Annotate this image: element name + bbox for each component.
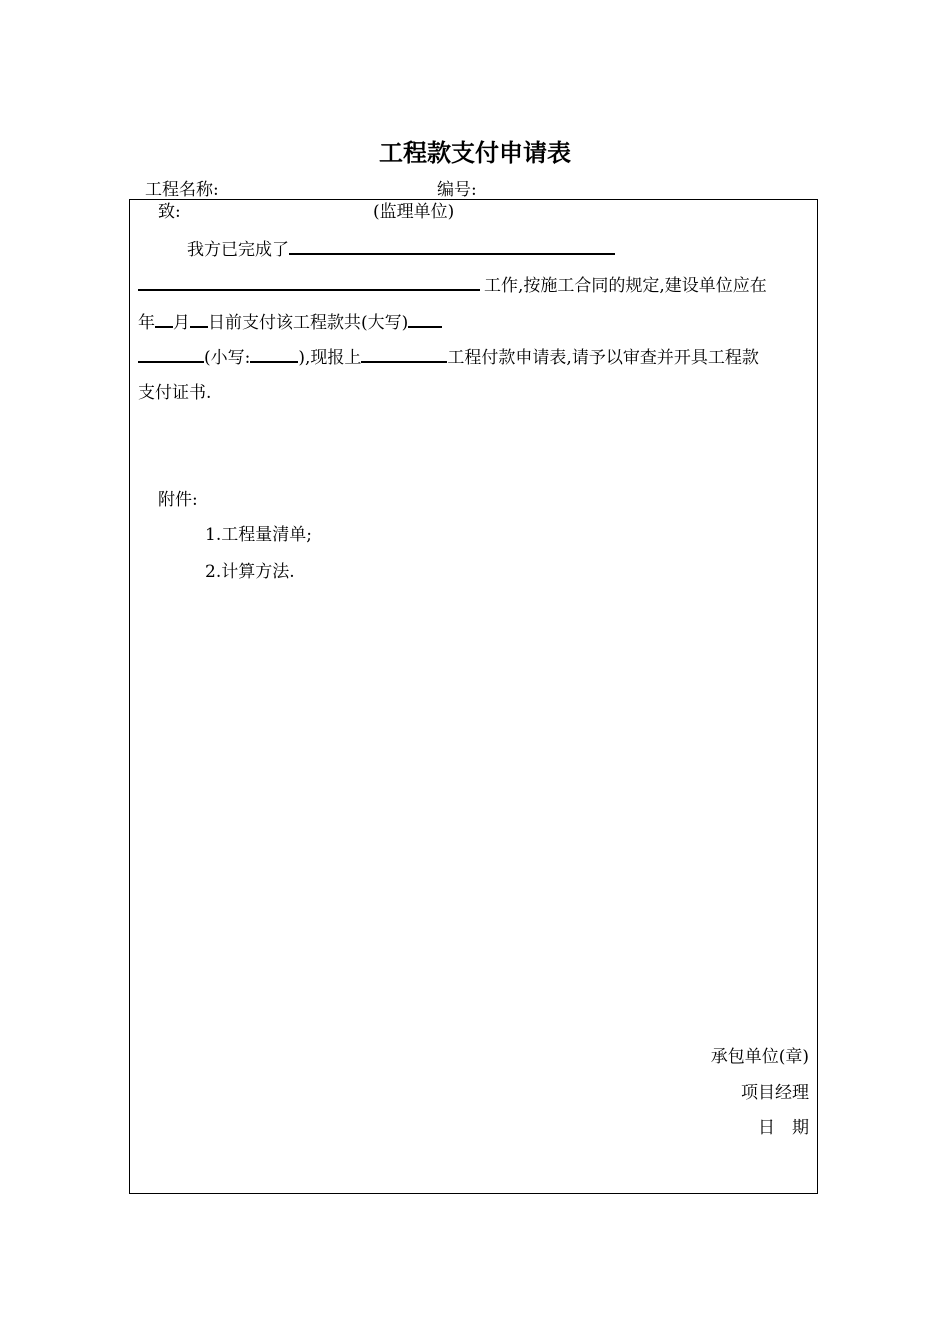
p3-text: 日前支付该工程款共(大写) (208, 313, 409, 333)
day-blank[interactable] (190, 309, 208, 328)
small-open: (小写: (204, 348, 251, 368)
report-blank[interactable] (361, 344, 447, 363)
manager-label: 项目经理 (741, 1083, 809, 1103)
p1-text: 我方已完成了 (187, 240, 289, 260)
paragraph-line-3 (138, 309, 442, 335)
p2-text: 工作,按施工合同的规定,建设单位应在 (484, 276, 767, 296)
paragraph-line-4 (138, 344, 759, 370)
attachment-item: 1.工程量清单; (205, 525, 312, 545)
number-label: 编号: (437, 180, 477, 200)
contractor-label: 承包单位(章) (710, 1047, 809, 1067)
paragraph-line-1 (187, 236, 615, 262)
amount-uppercase-blank-cont[interactable] (138, 344, 204, 363)
p4-text-b: 工程付款申请表,请予以审查并开具工程款 (447, 348, 759, 368)
project-name-label: 工程名称: (145, 180, 219, 200)
amount-uppercase-blank[interactable] (408, 309, 442, 328)
paragraph-line-2 (138, 272, 767, 298)
supervisor-label: (监理单位) (373, 202, 455, 222)
attachment-item: 2.计算方法. (205, 562, 295, 582)
p4-text-a: ),现报上 (298, 348, 362, 368)
date-label: 日 期 (758, 1118, 809, 1138)
attachments-label: 附件: (158, 490, 198, 510)
to-label: 致: (158, 202, 181, 222)
work-blank[interactable] (138, 272, 480, 291)
amount-lowercase-blank[interactable] (250, 344, 298, 363)
month-label: 月 (173, 313, 190, 333)
form-title: 工程款支付申请表 (379, 139, 571, 167)
year-label: 年 (138, 313, 155, 333)
month-blank[interactable] (155, 309, 173, 328)
completed-work-blank[interactable] (289, 236, 615, 255)
paragraph-line-5: 支付证书. (138, 383, 212, 403)
